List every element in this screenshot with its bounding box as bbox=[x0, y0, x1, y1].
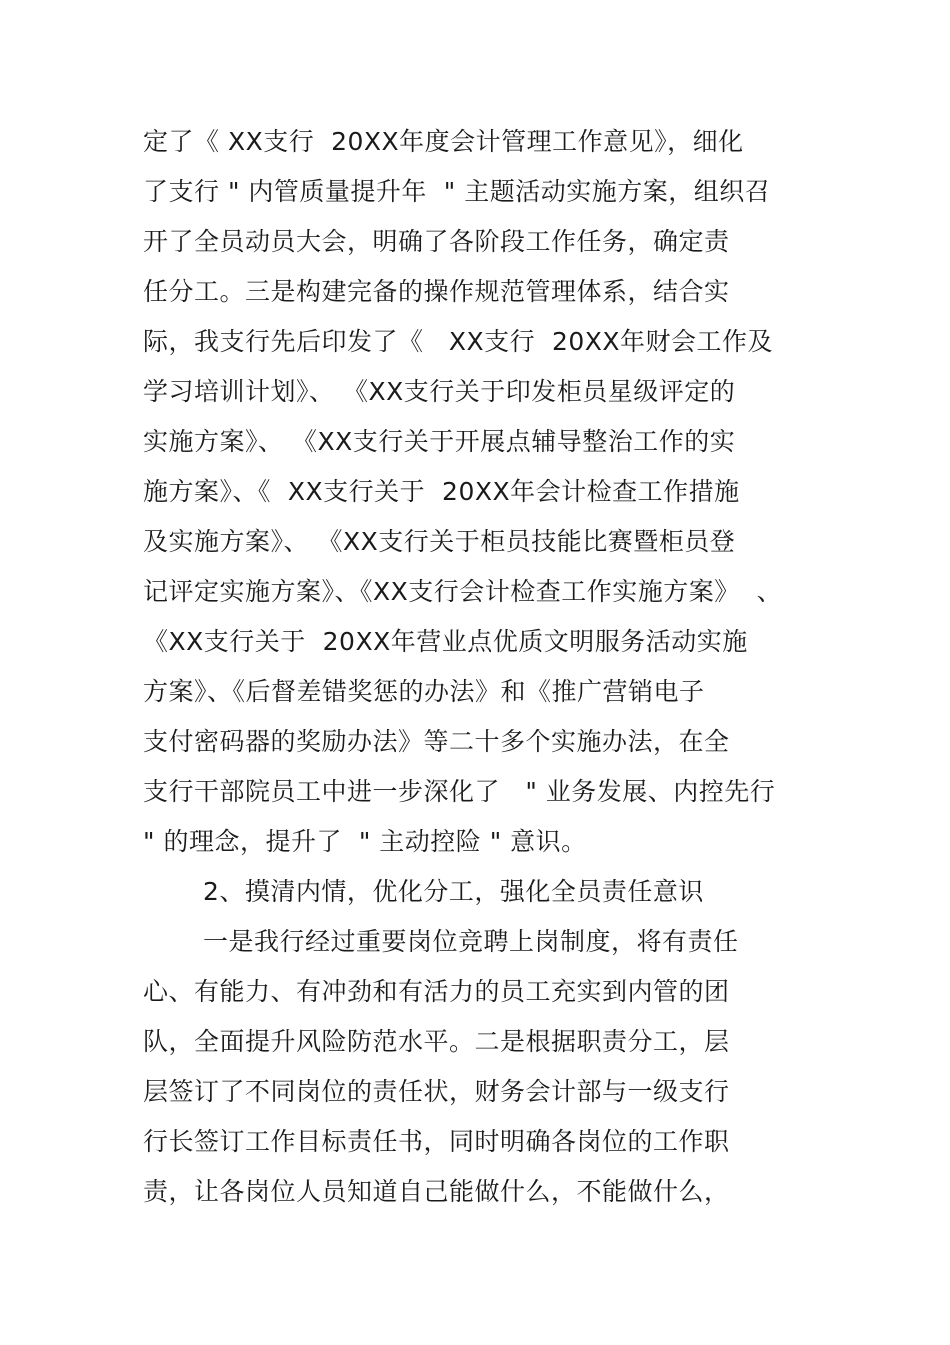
paragraph-line: 队，全面提升风险防范水平。二是根据职责分工，层 bbox=[143, 1027, 730, 1056]
paragraph-line: 学习培训计划》、 《XX支行关于印发柜员星级评定的 bbox=[143, 377, 736, 406]
paragraph-line: " 的理念，提升了 " 主动控险 " 意识。 bbox=[143, 827, 587, 856]
section-heading: 2、摸清内情，优化分工，强化全员责任意识 bbox=[203, 877, 704, 906]
paragraph-line: 支付密码器的奖励办法》等二十多个实施办法，在全 bbox=[143, 727, 730, 756]
paragraph-line: 及实施方案》、 《XX支行关于柜员技能比赛暨柜员登 bbox=[143, 527, 736, 556]
paragraph-line: 定了《 XX支行 20XX年度会计管理工作意见》，细化 bbox=[143, 127, 744, 156]
paragraph-line: 支行干部院员工中进一步深化了 " 业务发展、内控先行 bbox=[143, 777, 776, 806]
paragraph-line: 际，我支行先后印发了《 XX支行 20XX年财会工作及 bbox=[143, 327, 774, 356]
paragraph-line: 实施方案》、 《XX支行关于开展点辅导整治工作的实 bbox=[143, 427, 736, 456]
paragraph-line: 任分工。三是构建完备的操作规范管理体系，结合实 bbox=[143, 277, 730, 306]
paragraph-line: 记评定实施方案》、《XX支行会计检查工作实施方案》 、 bbox=[143, 577, 783, 606]
paragraph-line: 方案》、《后督差错奖惩的办法》和《推广营销电子 bbox=[143, 677, 705, 706]
paragraph-line: 一是我行经过重要岗位竞聘上岗制度，将有责任 bbox=[203, 927, 739, 956]
paragraph-line: 心、有能力、有冲劲和有活力的员工充实到内管的团 bbox=[143, 977, 730, 1006]
paragraph-line: 了支行 " 内管质量提升年 " 主题活动实施方案，组织召 bbox=[143, 177, 771, 206]
paragraph-line: 《XX支行关于 20XX年营业点优质文明服务活动实施 bbox=[143, 627, 748, 656]
paragraph-line: 施方案》、《 XX支行关于 20XX年会计检查工作措施 bbox=[143, 477, 740, 506]
paragraph-line: 层签订了不同岗位的责任状，财务会计部与一级支行 bbox=[143, 1077, 730, 1106]
paragraph-line: 行长签订工作目标责任书，同时明确各岗位的工作职 bbox=[143, 1127, 730, 1156]
paragraph-line: 责，让各岗位人员知道自己能做什么，不能做什么， bbox=[143, 1177, 730, 1206]
paragraph-line: 开了全员动员大会，明确了各阶段工作任务，确定责 bbox=[143, 227, 730, 256]
